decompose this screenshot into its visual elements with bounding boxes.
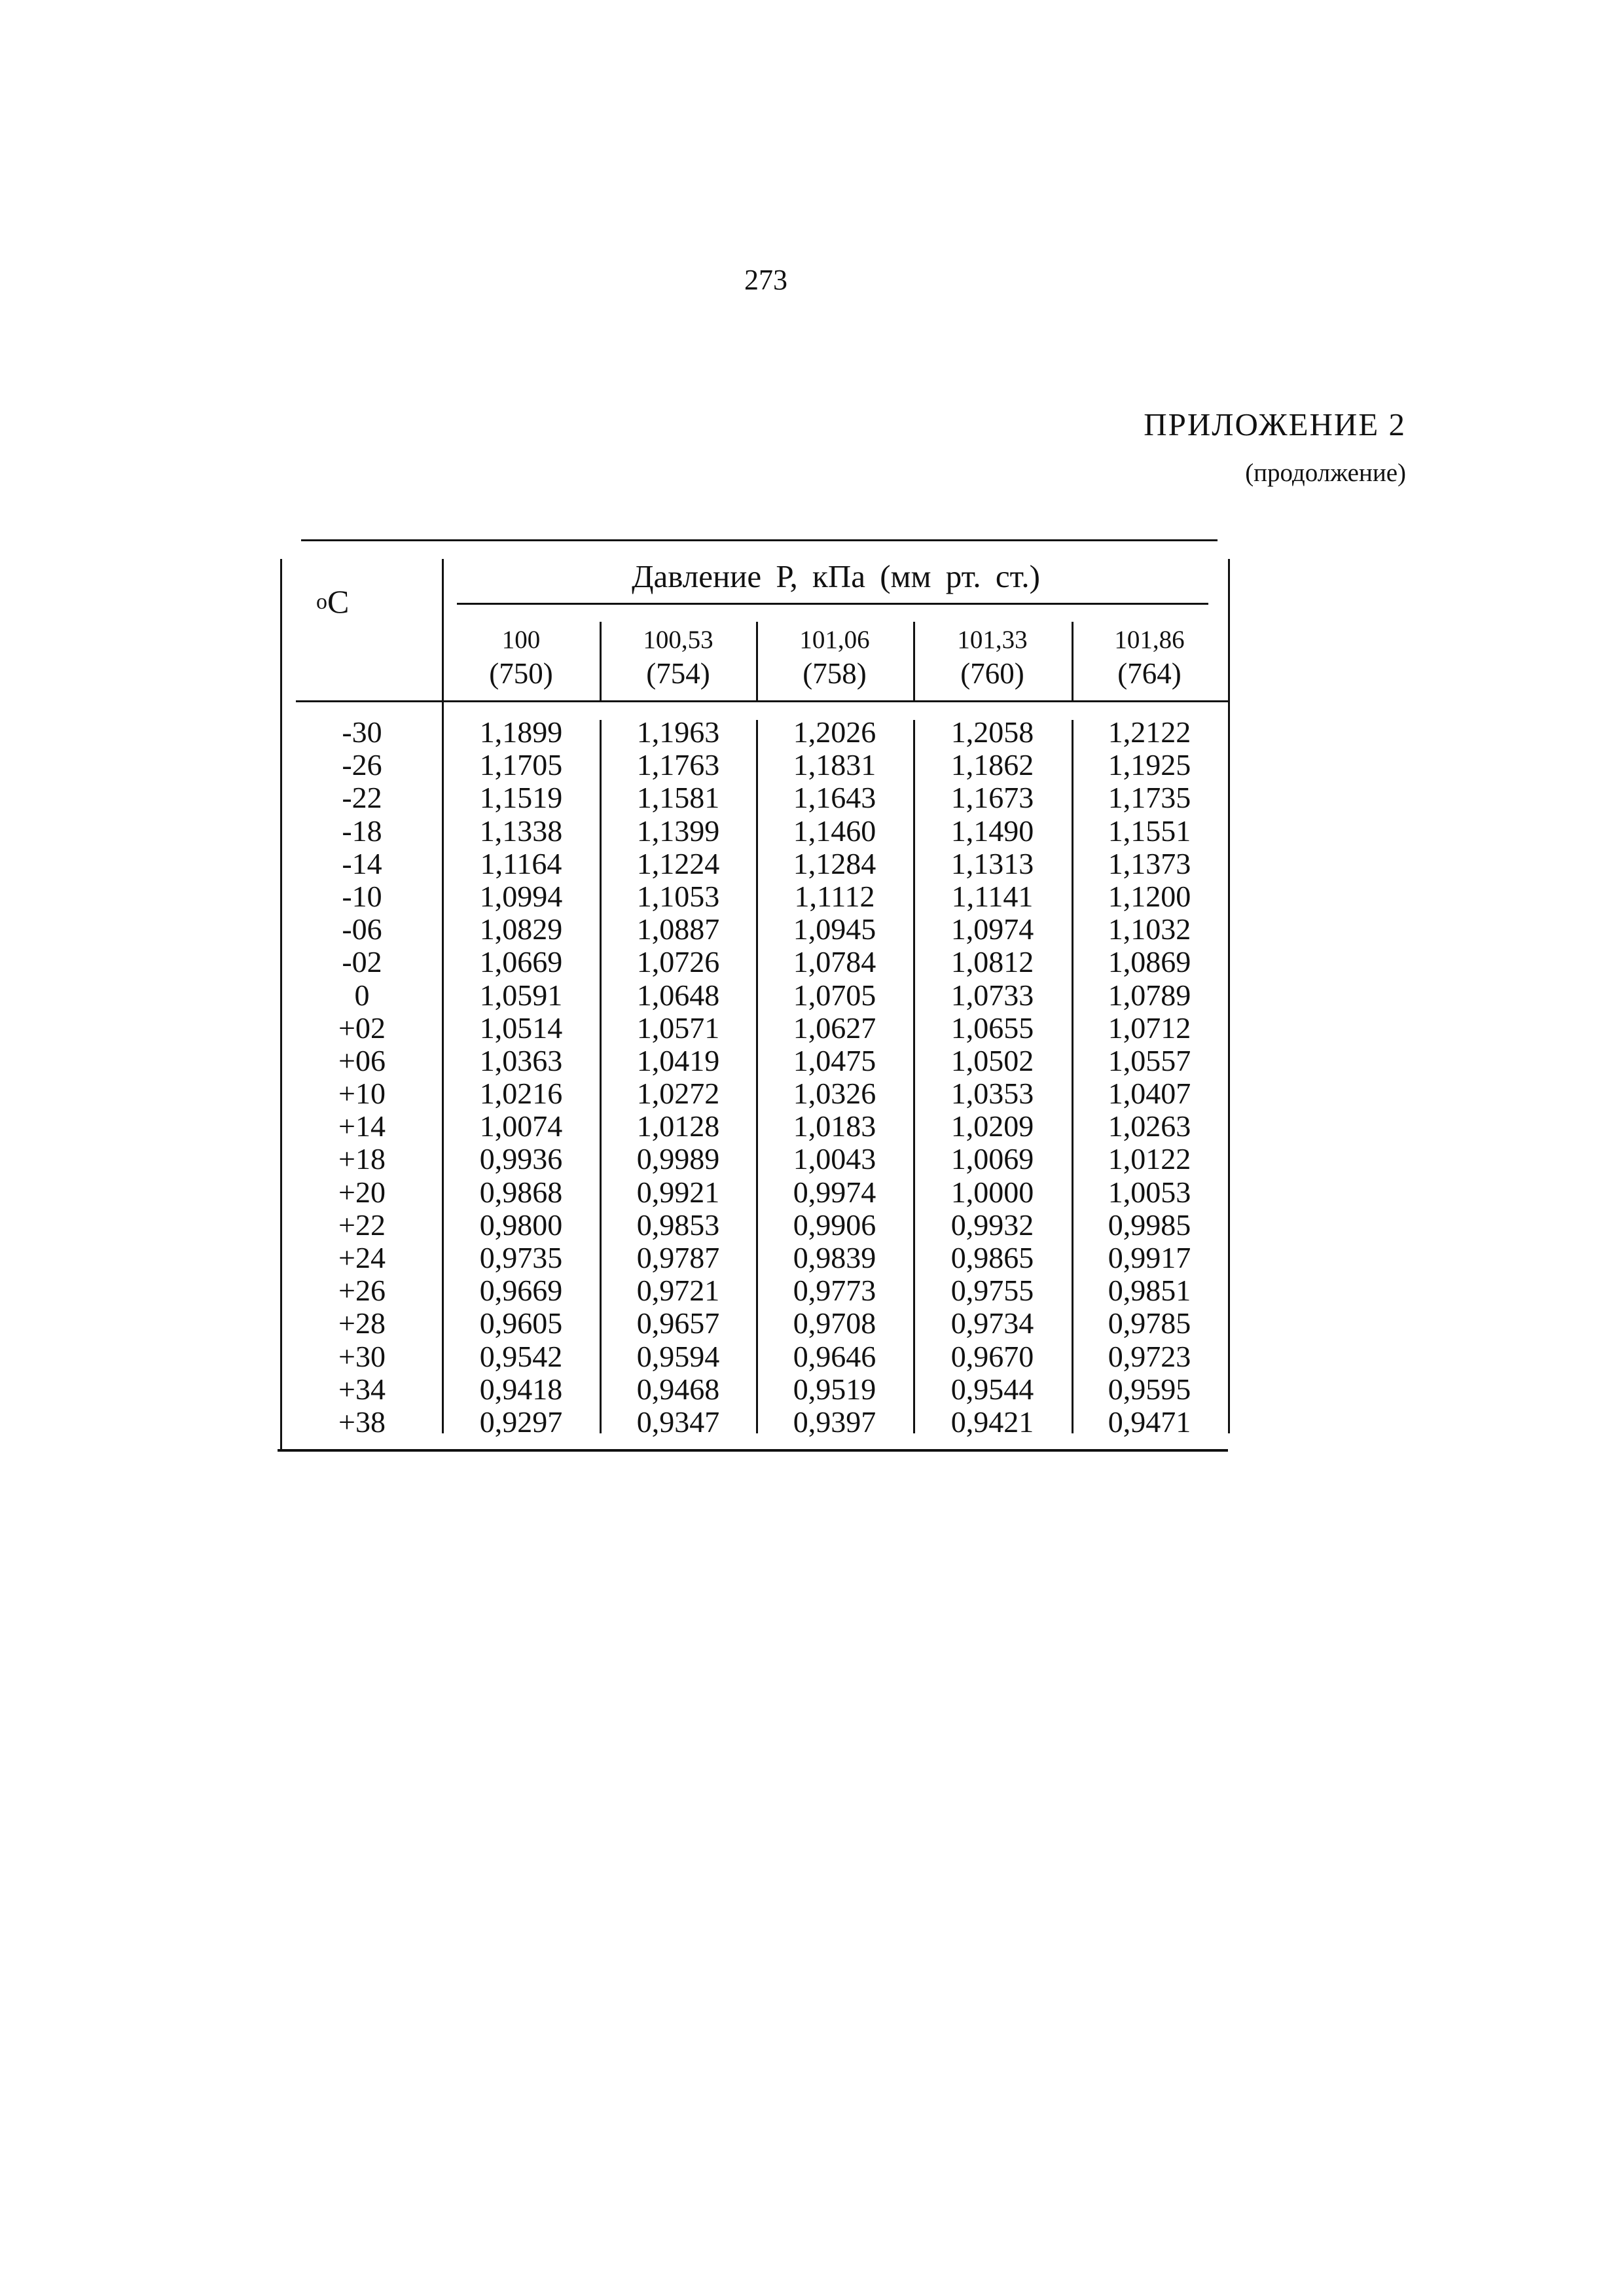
correction-factor-cell: 1,1224: [636, 846, 720, 880]
correction-factor-cell: 1,1735: [1108, 781, 1191, 815]
correction-factor-cell: 1,0216: [479, 1077, 563, 1111]
correction-factor-cell: 1,0122: [1108, 1142, 1191, 1176]
correction-factor-cell: 1,0733: [950, 978, 1034, 1012]
correction-factor-cell: 0,9868: [479, 1175, 563, 1209]
correction-factor-cell: 1,1053: [636, 879, 720, 913]
correction-factor-cell: 1,0789: [1108, 978, 1191, 1012]
correction-factor-cell: 0,9397: [793, 1405, 876, 1439]
temperature-cell: +14: [338, 1109, 386, 1143]
correction-factor-cell: 0,9544: [950, 1372, 1034, 1406]
correction-factor-cell: 1,0655: [950, 1011, 1034, 1045]
pressure-column-header: [446, 625, 596, 692]
correction-factor-cell: 0,9932: [950, 1208, 1034, 1242]
temperature-cell: +02: [338, 1011, 386, 1045]
pressure-column-header: [759, 625, 910, 692]
header-column-divider: [913, 622, 915, 700]
correction-factor-cell: 0,9721: [636, 1274, 720, 1308]
correction-factor-cell: 1,0209: [950, 1109, 1034, 1143]
page-number: 273: [744, 264, 787, 296]
temperature-cell: +20: [338, 1175, 386, 1209]
correction-factor-cell: 1,0669: [479, 945, 563, 979]
temperature-cell: -14: [342, 846, 382, 880]
correction-factor-cell: 1,1899: [479, 715, 563, 749]
correction-factor-cell: 1,0053: [1108, 1175, 1191, 1209]
correction-factor-cell: 1,0812: [950, 945, 1034, 979]
correction-factor-cell: 1,0502: [950, 1043, 1034, 1077]
correction-factor-cell: 1,0627: [793, 1011, 876, 1045]
correction-factor-cell: 0,9605: [479, 1306, 563, 1340]
correction-factor-cell: 1,1862: [950, 748, 1034, 782]
temperature-cell: -10: [342, 879, 382, 913]
temperature-cell: 0: [354, 978, 370, 1012]
temperature-cell: +30: [338, 1339, 386, 1373]
correction-factor-cell: 1,0784: [793, 945, 876, 979]
correction-factor-cell: 1,1705: [479, 748, 563, 782]
correction-factor-cell: 0,9787: [636, 1241, 720, 1274]
correction-factor-cell: 1,0272: [636, 1077, 720, 1111]
correction-factor-cell: 1,1032: [1108, 912, 1191, 946]
correction-factor-cell: 0,9646: [793, 1339, 876, 1373]
correction-factor-cell: 0,9917: [1108, 1241, 1191, 1274]
celsius-label: C: [327, 583, 350, 620]
correction-factor-cell: 0,9735: [479, 1241, 563, 1274]
body-column-divider: [756, 720, 758, 1433]
correction-factor-cell: 0,9418: [479, 1372, 563, 1406]
pressure-column-header: [603, 625, 753, 692]
correction-factor-cell: 1,0726: [636, 945, 720, 979]
correction-factor-cell: 0,9657: [636, 1306, 720, 1340]
correction-factor-cell: 0,9921: [636, 1175, 720, 1209]
correction-factor-cell: 1,1519: [479, 781, 563, 815]
correction-factor-cell: 1,0591: [479, 978, 563, 1012]
temperature-cell: -06: [342, 912, 382, 946]
temperature-cell: -22: [342, 781, 382, 815]
correction-factor-cell: 1,1200: [1108, 879, 1191, 913]
correction-factor-cell: 1,0069: [950, 1142, 1034, 1176]
correction-factor-cell: 1,1581: [636, 781, 720, 815]
correction-factor-cell: 0,9755: [950, 1274, 1034, 1308]
temperature-cell: +18: [338, 1142, 386, 1176]
temperature-column-header: [316, 583, 349, 620]
correction-factor-cell: 0,9421: [950, 1405, 1034, 1439]
correction-factor-cell: 1,0000: [950, 1175, 1034, 1209]
pressure-mmhg-label: (764): [1117, 657, 1182, 690]
temperature-cell: -26: [342, 748, 382, 782]
correction-factor-cell: 1,0353: [950, 1077, 1034, 1111]
correction-factor-cell: 1,0557: [1108, 1043, 1191, 1077]
correction-factor-cell: 0,9723: [1108, 1339, 1191, 1373]
correction-factor-cell: 0,9785: [1108, 1306, 1191, 1340]
correction-factor-cell: 1,1112: [794, 879, 875, 913]
header-column-divider: [1072, 622, 1074, 700]
correction-factor-cell: 1,1284: [793, 846, 876, 880]
correction-factor-cell: 1,0829: [479, 912, 563, 946]
pressure-group-header: Давление Р, кПа (мм рт. ст.): [632, 558, 1040, 594]
correction-factor-cell: 1,0571: [636, 1011, 720, 1045]
body-column-divider: [913, 720, 915, 1433]
correction-factor-cell: 0,9906: [793, 1208, 876, 1242]
correction-factor-cell: 1,0648: [636, 978, 720, 1012]
correction-factor-cell: 1,0887: [636, 912, 720, 946]
correction-factor-cell: 1,0263: [1108, 1109, 1191, 1143]
group-header-underline: [457, 603, 1208, 605]
pressure-kpa-label: 100: [501, 626, 541, 654]
temperature-cell: +28: [338, 1306, 386, 1340]
correction-factor-cell: 1,1963: [636, 715, 720, 749]
correction-factor-cell: 0,9595: [1108, 1372, 1191, 1406]
pressure-kpa-label: 101,86: [1114, 626, 1185, 654]
correction-factor-cell: 0,9851: [1108, 1274, 1191, 1308]
correction-factor-cell: 0,9773: [793, 1274, 876, 1308]
correction-factor-cell: 1,1141: [951, 879, 1034, 913]
pressure-mmhg-label: (760): [960, 657, 1024, 690]
appendix-continuation: (продолжение): [1245, 459, 1406, 487]
correction-factor-cell: 1,1338: [479, 814, 563, 848]
correction-factor-cell: 0,9985: [1108, 1208, 1191, 1242]
correction-factor-cell: 1,1831: [793, 748, 876, 782]
correction-factor-cell: 1,1551: [1108, 814, 1191, 848]
correction-factor-cell: 1,0945: [793, 912, 876, 946]
table-right-border: [1228, 559, 1230, 1433]
header-bottom-rule: [296, 700, 1228, 702]
temperature-cell: +34: [338, 1372, 386, 1406]
correction-factor-cell: 0,9519: [793, 1372, 876, 1406]
correction-factor-cell: 1,1399: [636, 814, 720, 848]
correction-factor-cell: 0,9297: [479, 1405, 563, 1439]
pressure-column-header: [917, 625, 1068, 692]
pressure-mmhg-label: (758): [803, 657, 867, 690]
temperature-cell: +38: [338, 1405, 386, 1439]
correction-factor-cell: 1,0869: [1108, 945, 1191, 979]
correction-factor-cell: 1,1643: [793, 781, 876, 815]
correction-factor-cell: 0,9865: [950, 1241, 1034, 1274]
correction-factor-cell: 1,1164: [480, 846, 562, 880]
correction-factor-cell: 1,0712: [1108, 1011, 1191, 1045]
correction-factor-cell: 1,0326: [793, 1077, 876, 1111]
table-top-rule: [301, 539, 1218, 541]
pressure-kpa-label: 101,06: [799, 626, 870, 654]
correction-factor-cell: 1,0974: [950, 912, 1034, 946]
header-column-divider: [756, 622, 758, 700]
temperature-cell: +06: [338, 1043, 386, 1077]
pressure-column-header: [1074, 625, 1225, 692]
correction-factor-cell: 0,9471: [1108, 1405, 1191, 1439]
pressure-mmhg-label: (754): [646, 657, 710, 690]
correction-factor-cell: 1,0705: [793, 978, 876, 1012]
correction-factor-cell: 1,0074: [479, 1109, 563, 1143]
correction-factor-cell: 1,1673: [950, 781, 1034, 815]
pressure-kpa-label: 101,33: [957, 626, 1028, 654]
correction-factor-cell: 0,9936: [479, 1142, 563, 1176]
correction-factor-cell: 0,9347: [636, 1405, 720, 1439]
correction-factor-cell: 1,0363: [479, 1043, 563, 1077]
temperature-cell: -02: [342, 945, 382, 979]
correction-factor-cell: 1,0183: [793, 1109, 876, 1143]
correction-factor-cell: 0,9670: [950, 1339, 1034, 1373]
correction-factor-cell: 0,9734: [950, 1306, 1034, 1340]
correction-factor-cell: 1,2122: [1108, 715, 1191, 749]
header-column-divider: [600, 622, 602, 700]
correction-factor-cell: 1,1460: [793, 814, 876, 848]
correction-factor-cell: 0,9542: [479, 1339, 563, 1373]
table-bottom-rule: [278, 1449, 1228, 1452]
stub-column-border: [442, 559, 444, 1433]
correction-factor-cell: 1,0407: [1108, 1077, 1191, 1111]
body-column-divider: [1072, 720, 1074, 1433]
correction-factor-cell: 0,9974: [793, 1175, 876, 1209]
correction-factor-cell: 1,1925: [1108, 748, 1191, 782]
pressure-mmhg-label: (750): [489, 657, 553, 690]
correction-factor-cell: 1,0043: [793, 1142, 876, 1176]
correction-factor-cell: 1,1313: [950, 846, 1034, 880]
correction-factor-cell: 1,0419: [636, 1043, 720, 1077]
correction-factor-cell: 0,9669: [479, 1274, 563, 1308]
correction-factor-cell: 0,9708: [793, 1306, 876, 1340]
correction-factor-cell: 1,0475: [793, 1043, 876, 1077]
correction-factor-cell: 0,9594: [636, 1339, 720, 1373]
correction-factor-cell: 1,1373: [1108, 846, 1191, 880]
correction-factor-cell: 1,0514: [479, 1011, 563, 1045]
temperature-cell: +22: [338, 1208, 386, 1242]
temperature-cell: -30: [342, 715, 382, 749]
correction-factor-cell: 1,0128: [636, 1109, 720, 1143]
correction-factor-cell: 0,9989: [636, 1142, 720, 1176]
appendix-title: ПРИЛОЖЕНИЕ 2: [1144, 406, 1406, 442]
correction-factor-cell: 1,2058: [950, 715, 1034, 749]
correction-factor-cell: 1,1763: [636, 748, 720, 782]
degree-superscript: o: [316, 590, 327, 614]
correction-factor-cell: 1,0994: [479, 879, 563, 913]
temperature-cell: -18: [342, 814, 382, 848]
correction-factor-cell: 0,9839: [793, 1241, 876, 1274]
temperature-cell: +26: [338, 1274, 386, 1308]
temperature-cell: +10: [338, 1077, 386, 1111]
temperature-cell: +24: [338, 1241, 386, 1274]
correction-factor-cell: 1,1490: [950, 814, 1034, 848]
body-column-divider: [600, 720, 602, 1433]
correction-factor-cell: 0,9800: [479, 1208, 563, 1242]
correction-factor-cell: 1,2026: [793, 715, 876, 749]
pressure-kpa-label: 100,53: [643, 626, 713, 654]
correction-factor-cell: 0,9468: [636, 1372, 720, 1406]
correction-factor-cell: 0,9853: [636, 1208, 720, 1242]
